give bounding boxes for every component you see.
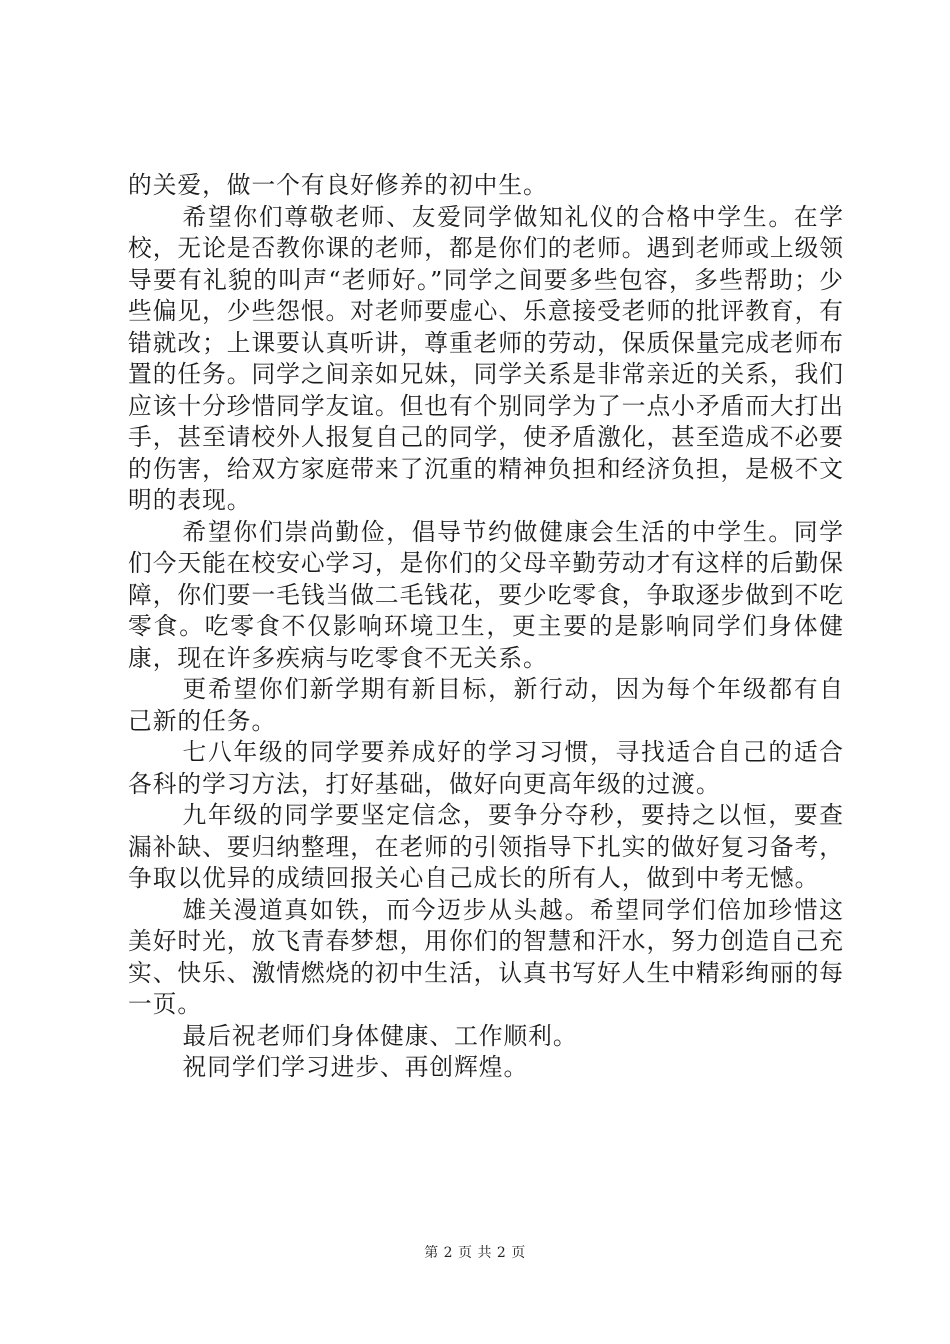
document-body [128,170,844,1084]
page-footer: 第 2 页 共 2 页 [424,1245,526,1261]
paragraph-encouragement: 雄关漫道真如铁，而今迈步从头越。希望同学们倍加珍惜这美好时光，放飞青春梦想，用你们的智慧和汗水，努力创造自己充实、快乐、激情燃烧的初中生活，认真书写好人生中精彩绚丽的每一页。 [128,895,844,1018]
paragraph-wish-students: 祝同学们学习进步、再创辉煌。 [182,1053,529,1081]
paragraph-thrift: 希望你们崇尚勤俭，倡导节约做健康会生活的中学生。同学们今天能在校安心学习，是你们的父母辛勤劳动才有这样的后勤保障，你们要一毛钱当做二毛钱花，要少吃零食，争取逐步做到不吃零食。吃零食不仅影响环境卫生，更主要的是影响同学们身体健康，现在许多疾病与吃零食不无关系。 [128,517,844,672]
paragraph-wish-teachers: 最后祝老师们身体健康、工作顺利。 [182,1021,578,1050]
paragraph-new-goals: 更希望你们新学期有新目标，新行动，因为每个年级都有自己新的任务。 [128,675,844,735]
paragraph-grade-7-8: 七八年级的同学要养成好的学习习惯，寻找适合自己的适合各科的学习方法，打好基础，做好向更高年级的过渡。 [128,738,844,798]
paragraph-continuation: 的关爱，做一个有良好修养的初中生。 [128,171,548,199]
paragraph-grade-9: 九年级的同学要坚定信念，要争分夺秒，要持之以恒，要查漏补缺、要归纳整理，在老师的引领指导下扎实的做好复习备考，争取以优异的成绩回报关心自己成长的所有人，做到中考无憾。 [128,801,844,892]
paragraph-respect-teachers: 希望你们尊敬老师、友爱同学做知礼仪的合格中学生。在学校，无论是否教你课的老师，都是你们的老师。遇到老师或上级领导要有礼貌的叫声“老师好。”同学之间要多些包容，多些帮助；少些偏见，少些怨恨。对老师要虚心、乐意接受老师的批评教育，有错就改；上课要认真听讲，尊重老师的劳动，保质保量完成老师布置的任务。同学之间亲如兄妹，同学关系是非常亲近的关系，我们应该十分珍惜同学友谊。但也有个别同学为了一点小矛盾而大打出手，甚至请校外人报复自己的同学，使矛盾激化，甚至造成不必要的伤害，给双方家庭带来了沉重的精神负担和经济负担，是极不文明的表现。 [128,202,844,514]
